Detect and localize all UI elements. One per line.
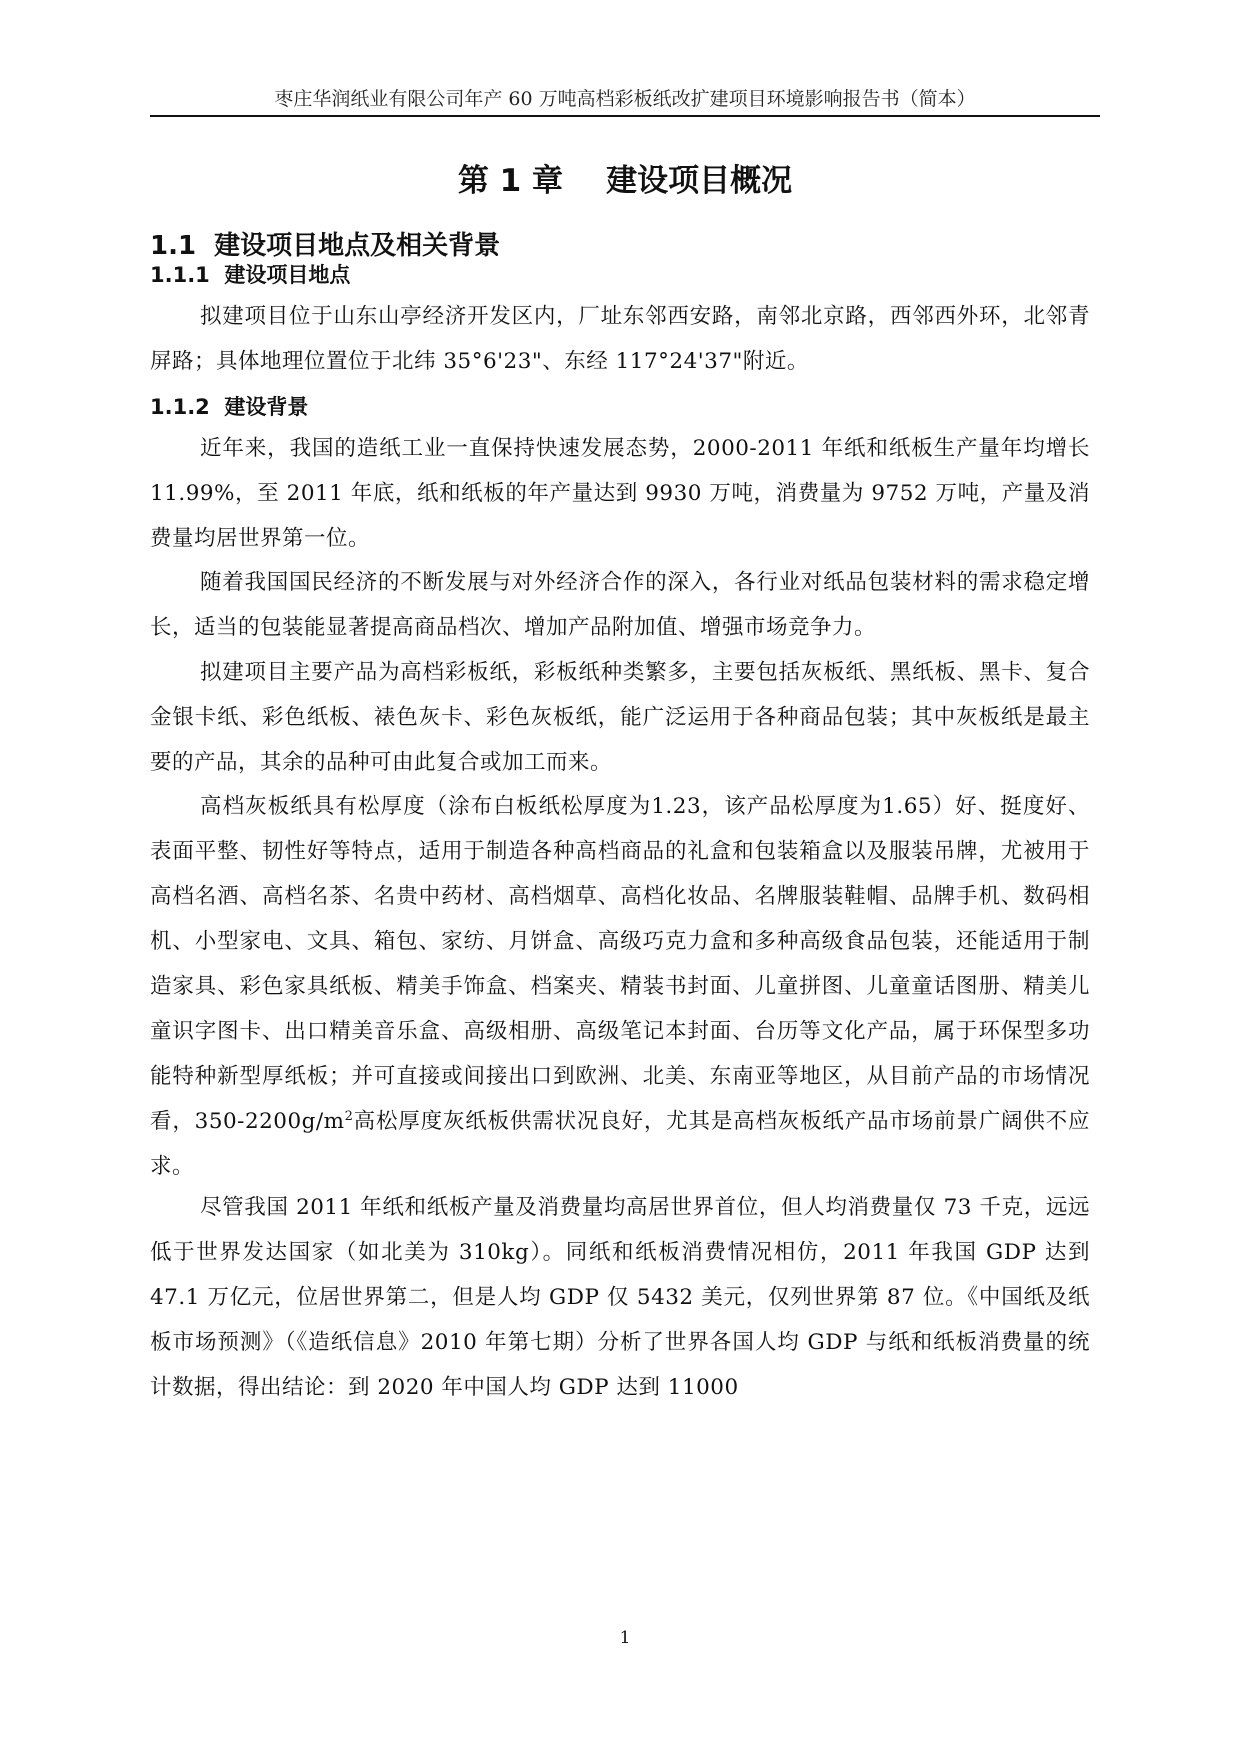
header-divider [150,115,1100,117]
chapter-title: 第 1 章 建设项目概况 [457,163,793,199]
running-header: 枣庄华润纸业有限公司年产 60 万吨高档彩板纸改扩建项目环境影响报告书（简本） [274,88,976,110]
paragraph-grey-board-text-b: 高松厚度灰纸板供需状况良好，尤其是高档灰板纸产品市场前景广阔供不应求。 [150,1109,1090,1179]
paragraph-location: 拟建项目位于山东山亭经济开发区内，厂址东邻西安路，南邻北京路，西邻西外环，北邻青屏路；具体地理位置位于北纬 35°6'23"、东经 117°24'37"附近。 [150,304,1090,374]
paragraph-industry-growth: 近年来，我国的造纸工业一直保持快速发展态势，2000-2011 年纸和纸板生产量年均增长 11.99%，至 2011 年底，纸和纸板的年产量达到 9930 万吨，消费量为 9752 万吨，产量及消费量均居世界第一位。 [150,436,1090,551]
paragraph-packaging-demand: 随着我国国民经济的不断发展与对外经济合作的深入，各行业对纸品包装材料的需求稳定增长，适当的包装能显著提高商品档次、增加产品附加值、增强市场竞争力。 [150,570,1090,640]
paragraph-grey-board-features [150,784,1090,1189]
section-title: 1.1 建设项目地点及相关背景 [150,231,501,261]
paragraph-consumption-gap: 尽管我国 2011 年纸和纸板产量及消费量均高居世界首位，但人均消费量仅 73 千克，远远低于世界发达国家（如北美为 310kg）。同纸和纸板消费情况相仿，2011 年我国 GDP 达到 47.1 万亿元，位居世界第二，但是人均 GDP 仅 5432 美元，仅列世界第 87 位。《中国纸及纸板市场预测》（《造纸信息》2010 年第七期）分析了世界各国人均 GDP 与纸和纸板消费量的统计数据，得出结论：到 2020 年中国人均 GDP 达到 11000 [150,1195,1090,1400]
unit-superscript: 2 [344,1108,354,1124]
paragraph-product-types: 拟建项目主要产品为高档彩板纸，彩板纸种类繁多，主要包括灰板纸、黑纸板、黑卡、复合金银卡纸、彩色纸板、裱色灰卡、彩色灰板纸，能广泛运用于各种商品包装；其中灰板纸是最主要的产品，其余的品种可由此复合或加工而来。 [150,660,1090,775]
subsection-title-background: 1.1.2 建设背景 [150,395,309,419]
page-number: 1 [619,1628,631,1648]
subsection-title-location: 1.1.1 建设项目地点 [150,263,351,287]
paragraph-grey-board-text-a: 高档灰板纸具有松厚度（涂布白板纸松厚度为1.23，该产品松厚度为1.65）好、挺度好、表面平整、韧性好等特点，适用于制造各种高档商品的礼盒和包装箱盒以及服装吊牌，尤被用于高档名酒、高档名茶、名贵中药材、高档烟草、高档化妆品、名牌服装鞋帽、品牌手机、数码相机、小型家电、文具、箱包、家纺、月饼盒、高级巧克力盒和多种高级食品包装，还能适用于制造家具、彩色家具纸板、精美手饰盒、档案夹、精装书封面、儿童拼图、儿童童话图册、精美儿童识字图卡、出口精美音乐盒、高级相册、高级笔记本封面、台历等文化产品，属于环保型多功能特种新型厚纸板；并可直接或间接出口到欧洲、北美、东南亚等地区，从目前产品的市场情况看，350-2200g/m [150,794,1090,1134]
